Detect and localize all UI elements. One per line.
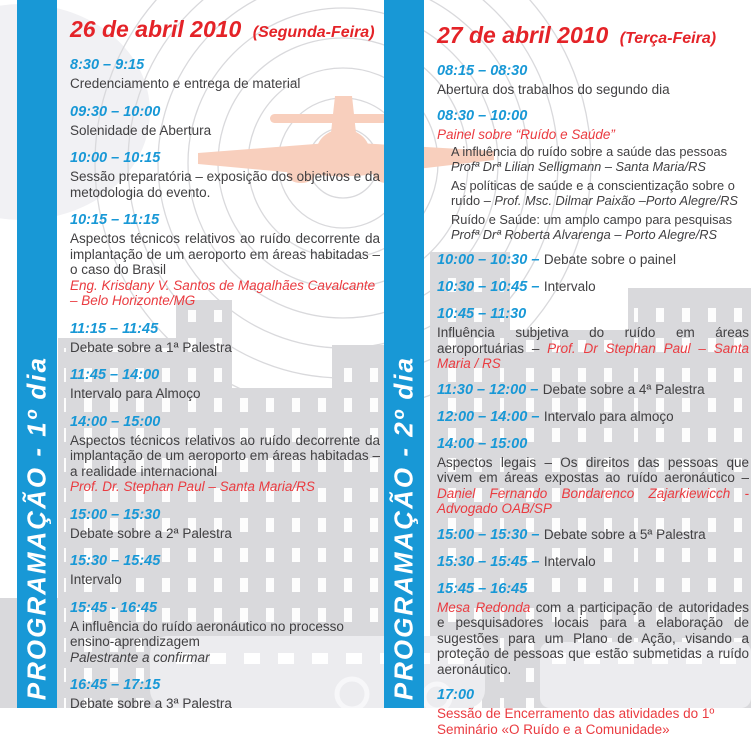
schedule-item xyxy=(437,107,749,243)
time-range: 15:45 - 16:45 xyxy=(70,599,158,616)
time-line xyxy=(70,599,380,617)
time-line xyxy=(437,408,749,426)
time-line xyxy=(70,56,380,74)
banner-day2-label: PROGRAMAÇÃO - 2º dia xyxy=(388,355,419,700)
text-segment: Sessão de Encerramento das atividades do 1º Seminário «O Ruído e a Comunidade» xyxy=(437,706,715,737)
schedule-item xyxy=(437,305,749,372)
time-line xyxy=(437,686,749,704)
time-range: 15:30 – 15:45 xyxy=(70,553,161,569)
time-range: 15:00 – 15:30 – xyxy=(437,526,540,543)
session-description xyxy=(437,82,749,98)
text-segment: Painel sobre “Ruído e Saúde” xyxy=(437,126,615,142)
session-description xyxy=(70,526,380,542)
text-segment: Credenciamento e entrega de material xyxy=(70,76,301,91)
time-range: 09:30 – 10:00 xyxy=(70,103,161,120)
time-range: 12:00 – 14:00 – xyxy=(437,408,540,425)
schedule-item xyxy=(70,56,380,92)
text-segment: Aspectos técnicos relativos ao ruído decorrente da implantação de um aeroporto em áreas habitadas – o caso do Brasil xyxy=(70,231,380,277)
text-segment: Prof. Msc. Dilmar Paixão –Porto Alegre/RS xyxy=(494,193,738,208)
session-description xyxy=(70,231,380,278)
panel-subitem xyxy=(451,144,749,174)
time-range: 10:00 – 10:30 – xyxy=(437,252,540,268)
time-line xyxy=(437,305,749,323)
time-line xyxy=(70,366,380,384)
time-line xyxy=(437,62,749,80)
time-line xyxy=(70,149,380,167)
time-range: 14:00 – 15:00 xyxy=(70,413,161,430)
schedule-item xyxy=(70,552,380,588)
time-range: 10:00 – 10:15 xyxy=(70,150,161,166)
schedule-item xyxy=(70,149,380,200)
text-segment: Intervalo xyxy=(70,572,122,587)
session-description xyxy=(437,600,749,678)
text-segment: As políticas de saúde e a conscientização sobre o ruído – xyxy=(451,178,735,208)
text-segment: A influência do ruído aeronáutico no processo ensino-aprendizagem xyxy=(70,618,344,649)
column-day1 xyxy=(70,16,380,723)
session-description xyxy=(70,76,380,92)
time-range: 11:15 – 11:45 xyxy=(70,320,159,337)
schedule-item xyxy=(437,408,749,426)
time-range: 16:45 – 17:15 xyxy=(70,677,161,693)
schedule-item xyxy=(437,62,749,98)
time-line xyxy=(70,552,380,570)
schedule-item xyxy=(70,599,380,666)
panel-subitem xyxy=(451,212,749,242)
text-segment: Debate sobre a 3ª Palestra xyxy=(70,696,232,711)
banner-day1 xyxy=(17,0,57,708)
session-description xyxy=(70,619,380,650)
session-description xyxy=(437,455,749,517)
inline-description xyxy=(544,527,706,542)
text-segment: Influência subjetiva do ruído em áreas aeroportuárias – xyxy=(437,325,749,356)
time-range: 08:30 – 10:00 xyxy=(437,107,528,124)
schedule-list-day2 xyxy=(437,62,749,737)
text-segment: Solenidade de Abertura xyxy=(70,122,212,138)
schedule-item xyxy=(437,278,749,296)
text-segment: Debate sobre a 4ª Palestra xyxy=(542,381,705,397)
banner-day2 xyxy=(384,0,424,708)
text-segment: Palestrante a confirmar xyxy=(70,649,210,665)
text-segment: Intervalo para Almoço xyxy=(70,386,201,401)
schedule-list-day1 xyxy=(70,56,380,712)
text-segment: Profª Drª Roberta Alvarenga – Porto Alegre/RS xyxy=(451,227,718,242)
session-description xyxy=(70,572,380,588)
schedule-item xyxy=(70,366,380,402)
schedule-item xyxy=(437,580,749,678)
text-segment: com a participação de autoridades e pesquisadores locais para a elaboração de sugestões para um Plano de Ação, visando a proteção de pessoas que estão submetidas a ruído aeronáutico. xyxy=(437,599,749,677)
schedule-item xyxy=(437,251,749,269)
schedule-item xyxy=(70,506,380,542)
time-range: 11:30 – 12:00 – xyxy=(437,381,539,398)
time-range: 08:15 – 08:30 xyxy=(437,63,528,79)
session-description xyxy=(70,650,380,666)
schedule-item xyxy=(70,676,380,712)
text-segment: Sessão preparatória – exposição dos objetivos e da metodologia do evento. xyxy=(70,169,380,200)
time-range: 8:30 – 9:15 xyxy=(70,57,145,73)
time-line xyxy=(437,381,749,399)
session-description xyxy=(437,325,749,372)
text-segment: Debate sobre a 5ª Palestra xyxy=(543,526,706,542)
date-heading-day1 xyxy=(70,16,380,43)
inline-description xyxy=(544,409,674,424)
text-segment: Ruído e Saúde: um amplo campo para pesquisas xyxy=(451,212,732,227)
time-range: 15:00 – 15:30 xyxy=(70,506,161,523)
text-segment: Prof. Dr. Stephan Paul – Santa Maria/RS xyxy=(70,479,315,494)
time-line xyxy=(437,580,749,598)
session-description xyxy=(437,127,749,143)
inline-description xyxy=(543,382,705,397)
text-segment: Prof. Dr Stephan Paul – Santa Maria / RS xyxy=(437,340,749,371)
time-range: 10:45 – 11:30 xyxy=(437,306,527,322)
time-range: 10:15 – 11:15 xyxy=(70,212,160,228)
session-description xyxy=(70,278,380,309)
time-line xyxy=(437,278,749,296)
date-text: 26 de abril 2010 xyxy=(70,16,242,42)
text-segment: Daniel Fernando Bondarenco Zajarkiewicch - Advogado OAB/SP xyxy=(437,485,749,516)
time-line xyxy=(70,211,380,229)
text-segment: Aspectos legais – Os direitos das pessoas que vivem em áreas expostas ao ruído aeronáutico – xyxy=(437,454,749,485)
session-description xyxy=(437,706,749,737)
inline-description xyxy=(544,554,596,569)
text-segment: Debate sobre a 2ª Palestra xyxy=(70,525,232,541)
schedule-item xyxy=(437,381,749,399)
text-segment: Debate sobre o painel xyxy=(543,252,676,267)
session-description xyxy=(70,433,380,480)
schedule-item xyxy=(70,320,380,356)
panel-subitem xyxy=(451,178,749,208)
time-line xyxy=(437,526,749,544)
text-segment: Abertura dos trabalhos do segundo dia xyxy=(437,82,670,97)
text-segment: A influência do ruído sobre a saúde das pessoas xyxy=(451,144,728,159)
session-description xyxy=(70,340,380,356)
time-line xyxy=(437,107,749,125)
time-range: 15:45 – 16:45 xyxy=(437,580,528,597)
inline-description xyxy=(544,252,676,267)
time-line xyxy=(70,103,380,121)
session-description xyxy=(70,169,380,200)
time-range: 10:30 – 10:45 – xyxy=(437,279,540,295)
text-segment: Intervalo xyxy=(543,553,596,569)
schedule-item xyxy=(437,686,749,737)
time-line xyxy=(437,553,749,571)
schedule-item xyxy=(70,103,380,139)
time-line xyxy=(437,251,749,269)
text-segment: Debate sobre a 1ª Palestra xyxy=(70,339,232,355)
text-segment: Intervalo xyxy=(543,279,596,294)
session-description xyxy=(70,386,380,402)
text-segment: Intervalo para almoço xyxy=(543,408,674,424)
inline-description xyxy=(544,279,596,294)
time-line xyxy=(70,413,380,431)
time-line xyxy=(70,320,380,338)
text-segment: Mesa Redonda xyxy=(437,599,531,615)
text-segment: Profª Drª Lilian Selligmann – Santa Maria/RS xyxy=(451,159,706,174)
time-range: 14:00 – 15:00 xyxy=(437,435,528,452)
session-description xyxy=(70,696,380,712)
time-range: 17:00 xyxy=(437,687,475,703)
schedule-item xyxy=(70,413,380,495)
banner-day1-label: PROGRAMAÇÃO - 1º dia xyxy=(21,355,52,700)
text-segment: Eng. Krisdany V. Santos de Magalhães Cavalcante – Belo Horizonte/MG xyxy=(70,277,376,308)
session-description xyxy=(70,123,380,139)
session-description xyxy=(70,479,380,495)
time-range: 15:30 – 15:45 – xyxy=(437,553,540,570)
weekday-text: (Segunda-Feira) xyxy=(252,24,375,41)
time-line xyxy=(437,435,749,453)
schedule-item xyxy=(437,526,749,544)
date-text: 27 de abril 2010 xyxy=(437,22,609,48)
time-line xyxy=(70,676,380,694)
column-day2 xyxy=(437,22,749,746)
text-segment: Aspectos técnicos relativos ao ruído decorrente da implantação de um aeroporto em áreas habitadas – a realidade internacional xyxy=(70,432,380,479)
time-line xyxy=(70,506,380,524)
date-heading-day2 xyxy=(437,22,749,49)
time-range: 11:45 – 14:00 xyxy=(70,367,160,383)
weekday-text: (Terça-Feira) xyxy=(619,30,717,47)
schedule-item xyxy=(70,211,380,309)
schedule-item xyxy=(437,553,749,571)
schedule-item xyxy=(437,435,749,517)
